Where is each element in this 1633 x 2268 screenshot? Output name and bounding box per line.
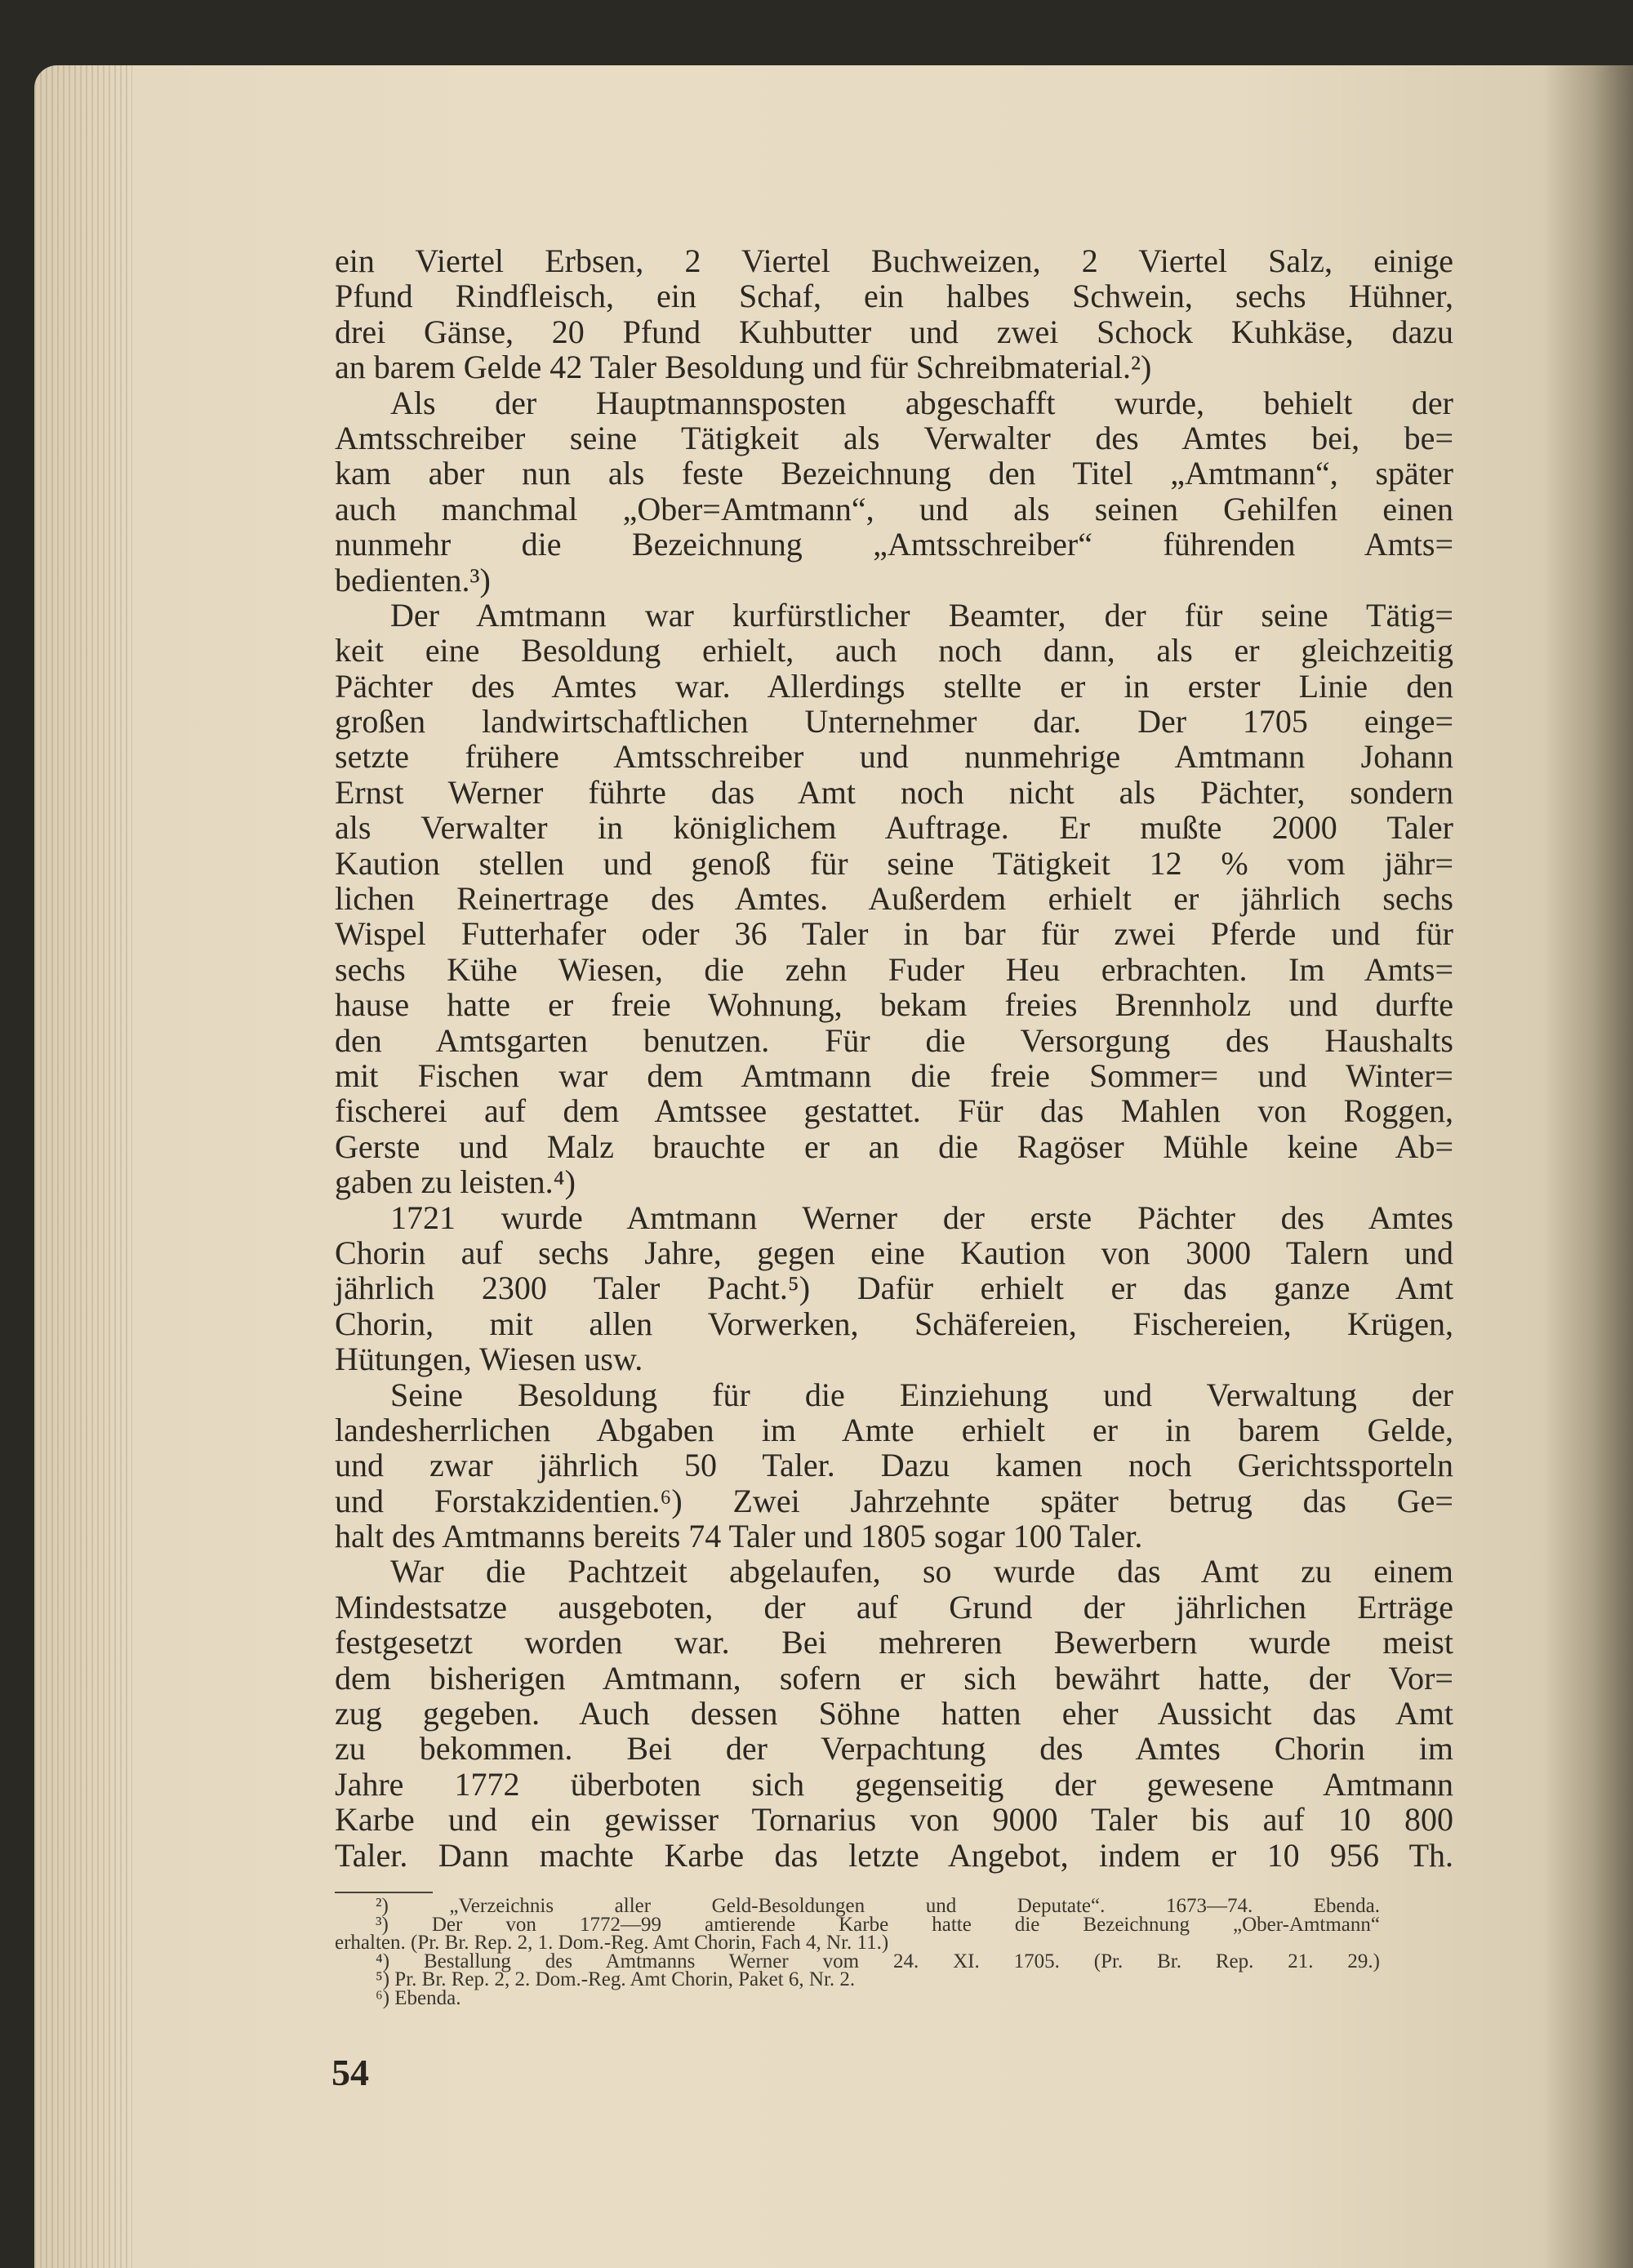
body-text-line: festgesetzt worden war. Bei mehreren Bewerbern wurde meist	[335, 1624, 1453, 1661]
body-text-line: dem bisherigen Amtmann, sofern er sich bewährt hatte, der Vor=	[335, 1659, 1453, 1697]
body-text-line: bedienten.³)	[335, 561, 491, 598]
body-text-line: fischerei auf dem Amtssee gestattet. Für das Mahlen von Roggen,	[335, 1092, 1453, 1130]
body-text-line: ein Viertel Erbsen, 2 Viertel Buchweizen, 2 Viertel Salz, einige	[335, 242, 1453, 279]
body-text-line: Chorin, mit allen Vorwerken, Schäfereien, Fischereien, Krügen,	[335, 1305, 1453, 1342]
body-text-line: Der Amtmann war kurfürstlicher Beamter, der für seine Tätig=	[390, 596, 1453, 634]
body-text-line: zu bekommen. Bei der Verpachtung des Amtes Chorin im	[335, 1730, 1453, 1768]
body-text-line: Pächter des Amtes war. Allerdings stellte er in erster Linie den	[335, 667, 1453, 705]
body-text-line: hause hatte er freie Wohnung, bekam freies Brennholz und durfte	[335, 986, 1453, 1024]
body-text-line: War die Pachtzeit abgelaufen, so wurde das Amt zu einem	[390, 1553, 1453, 1590]
body-text-line: Jahre 1772 überboten sich gegenseitig der gewesene Amtmann	[335, 1765, 1453, 1803]
body-text-line: mit Fischen war dem Amtmann die freie Sommer= und Winter=	[335, 1056, 1453, 1094]
footnote-separator	[335, 1892, 433, 1893]
page-edges	[34, 65, 132, 2268]
footnote-line: ³) Der von 1772—99 amtierende Karbe hatte die Bezeichnung „Ober-Amtmann“	[376, 1913, 1380, 1936]
body-text-line: großen landwirtschaftlichen Unternehmer dar. Der 1705 einge=	[335, 703, 1453, 740]
body-text-line: und Forstakzidentien.⁶) Zwei Jahrzehnte später betrug das Ge=	[335, 1482, 1453, 1519]
body-text	[335, 243, 1453, 1873]
body-text-line: Pfund Rindfleisch, ein Schaf, ein halbes Schwein, sechs Hühner,	[335, 278, 1453, 315]
body-text-line: halt des Amtmanns bereits 74 Taler und 1805 sogar 100 Taler.	[335, 1518, 1143, 1555]
body-text-line: jährlich 2300 Taler Pacht.⁵) Dafür erhielt er das ganze Amt	[335, 1270, 1453, 1307]
body-text-line: Mindestsatze ausgeboten, der auf Grund der jährlichen Erträge	[335, 1588, 1453, 1625]
body-text-line: Seine Besoldung für die Einziehung und Verwaltung der	[390, 1376, 1453, 1413]
body-text-line: Hütungen, Wiesen usw.	[335, 1341, 643, 1378]
footnote-line: ⁶) Ebenda.	[376, 1986, 461, 2009]
page-number: 54	[331, 2052, 369, 2093]
body-text-line: gaben zu leisten.⁴)	[335, 1163, 576, 1201]
body-text-line: Taler. Dann machte Karbe das letzte Angebot, indem er 10 956 Th.	[335, 1836, 1453, 1874]
book-gutter	[1543, 65, 1633, 2268]
body-text-line: auch manchmal „Ober=Amtmann“, und als seinen Gehilfen einen	[335, 490, 1453, 527]
body-text-line: Amtsschreiber seine Tätigkeit als Verwalter des Amtes bei, be=	[335, 419, 1453, 456]
body-text-line: Kaution stellen und genoß für seine Tätigkeit 12 % vom jähr=	[335, 844, 1453, 882]
body-text-line: sechs Kühe Wiesen, die zehn Fuder Heu erbrachten. Im Amts=	[335, 950, 1453, 988]
footnote-line: ⁴) Bestallung des Amtmanns Werner vom 24. XI. 1705. (Pr. Br. Rep. 21. 29.)	[376, 1950, 1380, 1972]
body-text-line: als Verwalter in königlichem Auftrage. Er mußte 2000 Taler	[335, 809, 1453, 847]
footnote-line: erhalten. (Pr. Br. Rep. 2, 1. Dom.-Reg. Amt Chorin, Fach 4, Nr. 11.)	[335, 1932, 889, 1954]
body-text-line: an barem Gelde 42 Taler Besoldung und für Schreibmaterial.²)	[335, 349, 1152, 386]
body-text-line: Karbe und ein gewisser Tornarius von 9000 Taler bis auf 10 800	[335, 1801, 1453, 1839]
body-text-line: landesherrlichen Abgaben im Amte erhielt er in barem Gelde,	[335, 1411, 1453, 1448]
footnote-line: ⁵) Pr. Br. Rep. 2, 2. Dom.-Reg. Amt Chorin, Paket 6, Nr. 2.	[376, 1968, 856, 1991]
body-text-line: Wispel Futterhafer oder 36 Taler in bar für zwei Pferde und für	[335, 915, 1453, 953]
body-text-line: keit eine Besoldung erhielt, auch noch dann, als er gleichzeitig	[335, 632, 1453, 669]
body-text-line: und zwar jährlich 50 Taler. Dazu kamen noch Gerichtssporteln	[335, 1447, 1453, 1484]
footnote-line: ²) „Verzeichnis aller Geld-Besoldungen und Deputate“. 1673—74. Ebenda.	[376, 1895, 1380, 1917]
body-text-line: lichen Reinertrage des Amtes. Außerdem erhielt er jährlich sechs	[335, 880, 1453, 918]
body-text-line: setzte frühere Amtsschreiber und nunmehrige Amtmann Johann	[335, 738, 1453, 776]
body-text-line: Ernst Werner führte das Amt noch nicht als Pächter, sondern	[335, 773, 1453, 811]
body-text-line: kam aber nun als feste Bezeichnung den Titel „Amtmann“, später	[335, 455, 1453, 492]
body-text-line: Gerste und Malz brauchte er an die Ragöser Mühle keine Ab=	[335, 1127, 1453, 1165]
body-text-line: nunmehr die Bezeichnung „Amtsschreiber“ führenden Amts=	[335, 526, 1453, 563]
body-text-line: Chorin auf sechs Jahre, gegen eine Kaution von 3000 Talern und	[335, 1234, 1453, 1271]
body-text-line: den Amtsgarten benutzen. Für die Versorgung des Haushalts	[335, 1021, 1453, 1059]
body-text-line: zug gegeben. Auch dessen Söhne hatten eher Aussicht das Amt	[335, 1695, 1453, 1732]
body-text-line: Als der Hauptmannsposten abgeschafft wurde, behielt der	[390, 384, 1453, 421]
body-text-line: drei Gänse, 20 Pfund Kuhbutter und zwei Schock Kuhkäse, dazu	[335, 313, 1453, 350]
footnotes	[335, 1897, 1380, 2008]
body-text-line: 1721 wurde Amtmann Werner der erste Pächter des Amtes	[390, 1198, 1453, 1236]
